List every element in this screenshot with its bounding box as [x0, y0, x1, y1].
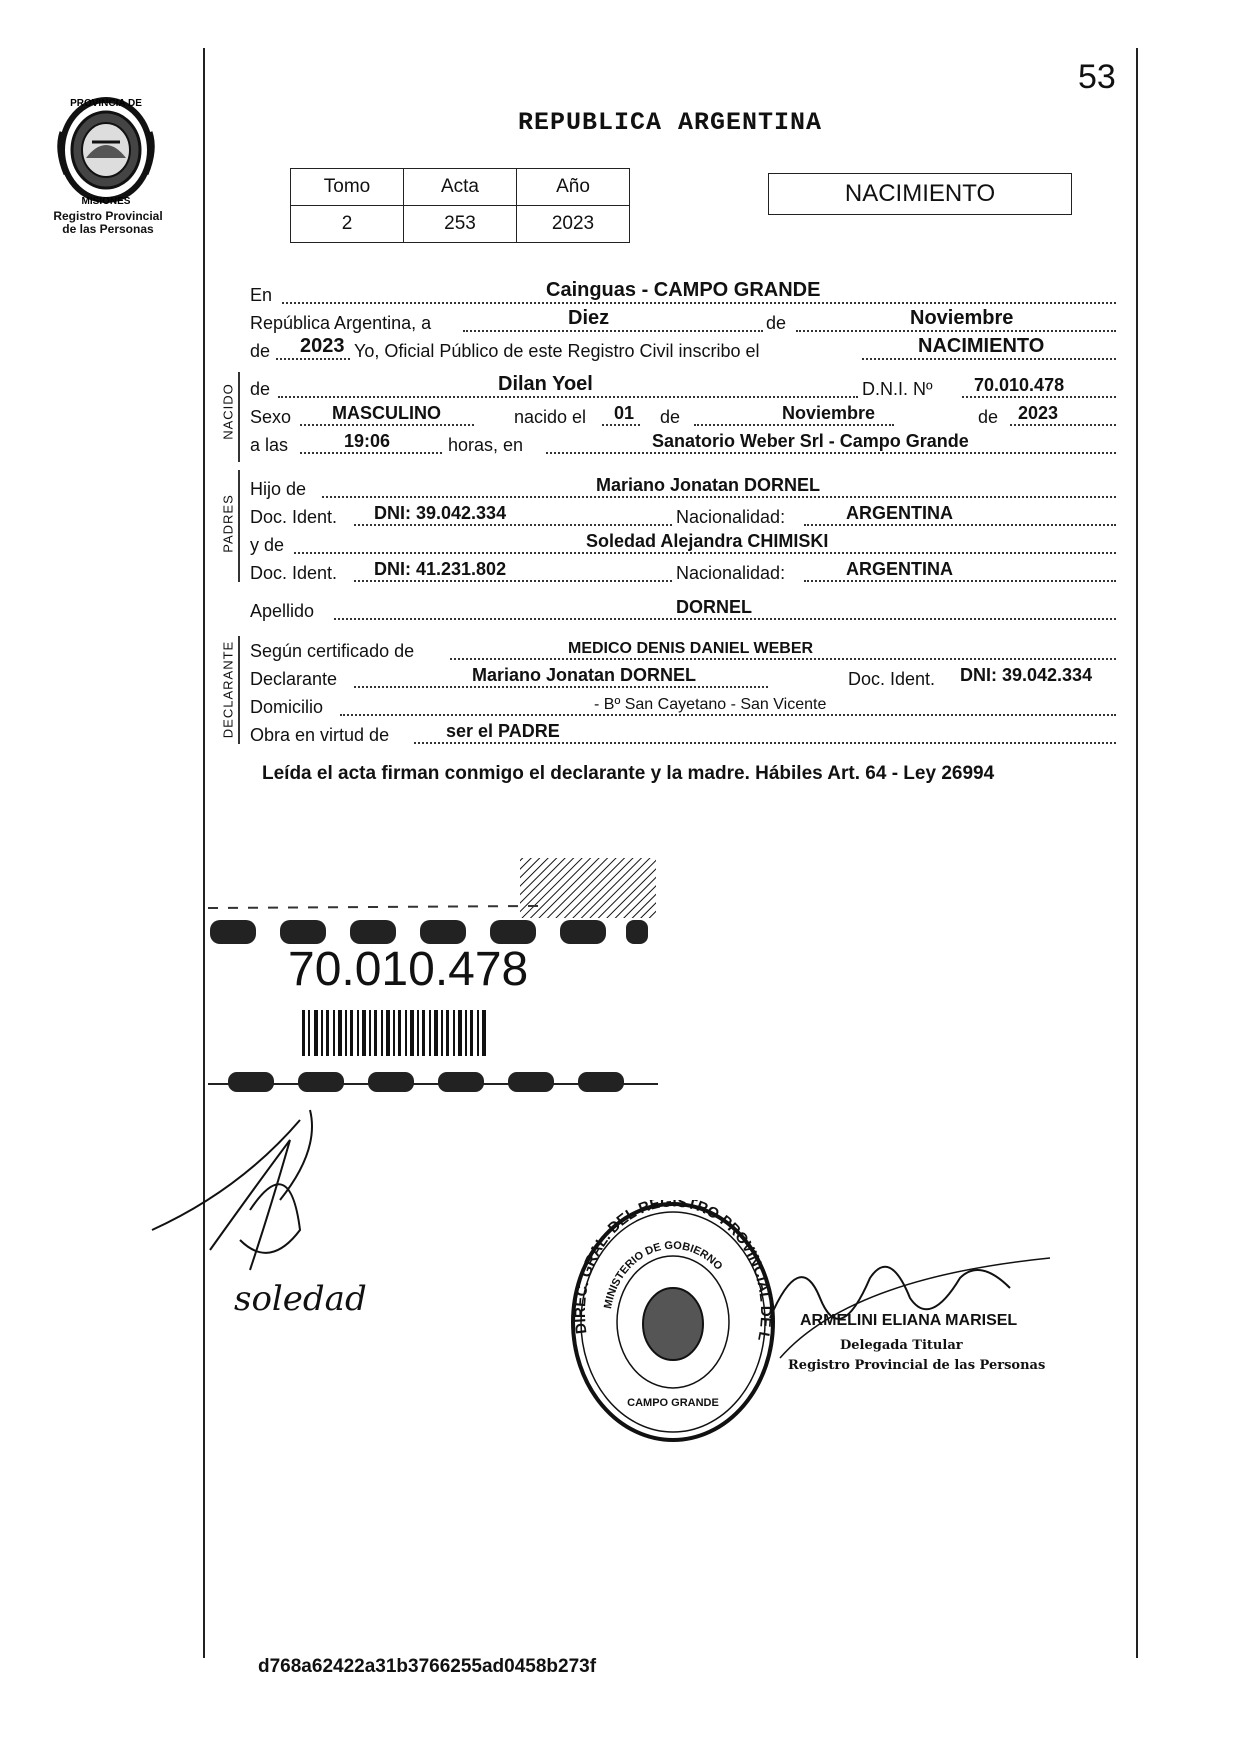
- row-surname: [250, 596, 1120, 624]
- ano-header: Año: [517, 169, 630, 206]
- padres-side-label: PADRES: [220, 494, 236, 553]
- row-mother: [250, 530, 1120, 558]
- de-label: de: [766, 313, 787, 333]
- declarant-value: Mariano Jonatan DORNEL: [472, 665, 697, 685]
- registry-label: [38, 210, 178, 236]
- row-time-place: [250, 430, 1120, 458]
- child-name-value: Dilan Yoel: [498, 373, 593, 395]
- certificado-label: Según certificado de: [250, 641, 415, 661]
- registry-label-line1: Registro Provincial: [53, 209, 163, 223]
- mother-signature-text: soledad: [234, 1279, 367, 1319]
- row-father-doc: [250, 502, 1120, 530]
- row-mother-doc: [250, 558, 1120, 586]
- year-de-label: de: [250, 341, 271, 361]
- obra-label: Obra en virtud de: [250, 725, 390, 745]
- security-pattern-bottom: [228, 1072, 624, 1092]
- document-hash: d768a62422a31b3766255ad0458b273f: [258, 1656, 597, 1677]
- declarant-doc-label: Doc. Ident.: [848, 669, 936, 689]
- child-dni-value: 70.010.478: [974, 375, 1065, 395]
- sex-value: MASCULINO: [332, 403, 441, 423]
- birth-de1-label: de: [660, 407, 681, 427]
- horas-label: horas, en: [448, 435, 524, 455]
- birth-de2-label: de: [978, 407, 999, 427]
- declarante-side-label: DECLARANTE: [220, 640, 236, 739]
- mother-doc-value: DNI: 41.231.802: [374, 559, 507, 579]
- declarante-bracket: [238, 636, 246, 744]
- row-certifier: [250, 636, 1120, 664]
- declarante-label: Declarante: [250, 669, 338, 689]
- row-date: [250, 308, 1120, 336]
- y-de-label: y de: [250, 535, 285, 555]
- record-id-table: [290, 168, 630, 243]
- official-role: Delegada Titular: [840, 1338, 963, 1353]
- tomo-header: Tomo: [291, 169, 404, 206]
- birth-year-value: 2023: [1018, 403, 1059, 423]
- row-year-event: [250, 336, 1120, 364]
- address-value: - Bº San Cayetano - San Vicente: [594, 696, 827, 713]
- birth-month-value: Noviembre: [782, 403, 876, 423]
- birth-time-value: 19:06: [344, 431, 391, 451]
- acta-header: Acta: [404, 169, 517, 206]
- apellido-label: Apellido: [250, 601, 315, 621]
- barcode: [302, 1010, 486, 1056]
- official-name: ARMELINI ELIANA MARISEL: [800, 1312, 1018, 1329]
- mother-signature: [150, 1090, 410, 1330]
- year-value: 2023: [300, 335, 345, 357]
- security-stamp: [208, 858, 668, 1098]
- event-value: NACIMIENTO: [918, 335, 1045, 357]
- place-value: Cainguas - CAMPO GRANDE: [546, 279, 821, 301]
- birth-day-value: 01: [614, 403, 635, 423]
- row-child-name: [250, 374, 1120, 402]
- document-title: REPUBLICA ARGENTINA: [517, 108, 823, 137]
- logo-bottom-text: MISIONES: [81, 196, 131, 207]
- record-type-box: NACIMIENTO: [768, 173, 1072, 215]
- alas-label: a las: [250, 435, 289, 455]
- right-margin-rule: [1136, 48, 1138, 1658]
- seal-bottom-text: CAMPO GRANDE: [627, 1397, 719, 1409]
- registry-label-line2: de las Personas: [62, 222, 154, 236]
- month-value: Noviembre: [910, 307, 1014, 329]
- dni-label: D.N.I. Nº: [862, 379, 933, 399]
- padres-bracket: [238, 470, 246, 582]
- yo-text: Yo, Oficial Público de este Registro Civil inscribo el: [354, 341, 760, 361]
- row-sex-birth: [250, 402, 1120, 430]
- nacido-label: nacido el: [514, 407, 587, 427]
- official-signature: [760, 1238, 1060, 1378]
- row-virtue: [250, 720, 1120, 748]
- security-pattern-top: [210, 920, 648, 944]
- father-doc-value: DNI: 39.042.334: [374, 503, 507, 523]
- stamp-id-number: 70.010.478: [288, 943, 529, 996]
- father-name-value: Mariano Jonatan DORNEL: [596, 475, 821, 495]
- ano-value: 2023: [517, 206, 630, 243]
- official-round-seal: [568, 1200, 778, 1444]
- logo-top-text: PROVINCIA DE: [70, 98, 142, 109]
- mother-nationality-value: ARGENTINA: [846, 559, 953, 579]
- hijo-label: Hijo de: [250, 479, 307, 499]
- row-father: [250, 474, 1120, 502]
- day-word-value: Diez: [568, 307, 610, 329]
- mother-doc-label: Doc. Ident.: [250, 563, 338, 583]
- certifier-value: MEDICO DENIS DANIEL WEBER: [568, 640, 814, 657]
- name-de-label: de: [250, 379, 271, 399]
- seal-outer-text: DIREC. GRAL. DEL REGISTRO PROVINCIAL DE L: [571, 1200, 775, 1343]
- nacido-bracket: [238, 372, 246, 462]
- row-address: [250, 692, 1120, 720]
- sexo-label: Sexo: [250, 407, 292, 427]
- father-nationality-label: Nacionalidad:: [676, 507, 786, 527]
- declarant-doc-value: DNI: 39.042.334: [960, 665, 1093, 685]
- surname-value: DORNEL: [676, 597, 752, 617]
- father-nationality-value: ARGENTINA: [846, 503, 953, 523]
- closing-statement: Leída el acta firman conmigo el declarante y la madre. Hábiles Art. 64 - Ley 26994: [262, 763, 995, 784]
- birth-place-value: Sanatorio Weber Srl - Campo Grande: [652, 431, 969, 451]
- acta-value: 253: [404, 206, 517, 243]
- nacido-side-label: NACIDO: [220, 383, 236, 440]
- mother-nationality-label: Nacionalidad:: [676, 563, 786, 583]
- republica-label: República Argentina, a: [250, 313, 432, 333]
- official-org: Registro Provincial de las Personas: [788, 1358, 1046, 1373]
- left-margin-rule: [203, 48, 205, 1658]
- father-doc-label: Doc. Ident.: [250, 507, 338, 527]
- en-label: En: [250, 285, 273, 305]
- seal-inner-text: MINISTERIO DE GOBIERNO: [602, 1239, 725, 1310]
- row-declarant: [250, 664, 1120, 692]
- row-place: [250, 280, 1120, 308]
- domicilio-label: Domicilio: [250, 697, 324, 717]
- page-number: 53: [1078, 58, 1116, 96]
- mother-name-value: Soledad Alejandra CHIMISKI: [586, 531, 829, 551]
- province-seal-logo: [52, 92, 160, 210]
- tomo-value: 2: [291, 206, 404, 243]
- virtue-value: ser el PADRE: [446, 721, 560, 741]
